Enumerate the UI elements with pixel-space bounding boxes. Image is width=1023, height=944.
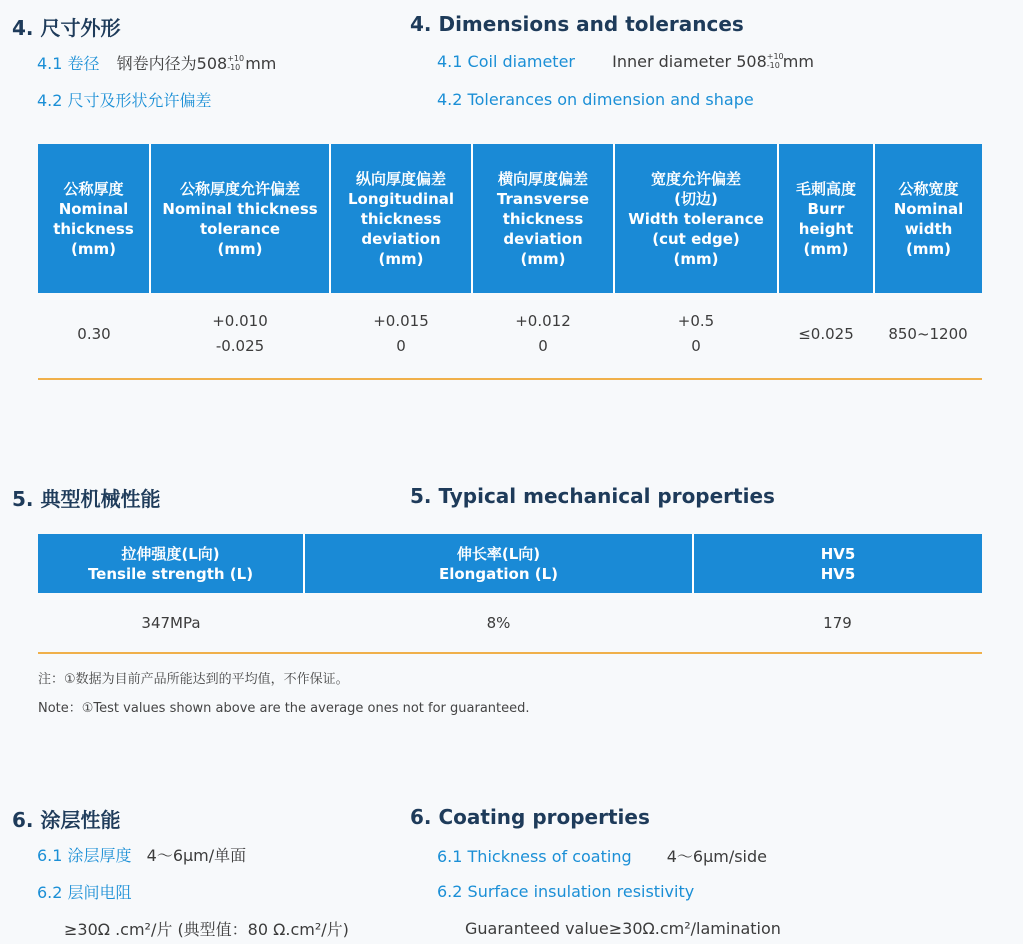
section-6-cn-title: 6. 涂层性能 — [12, 808, 121, 832]
dimensions-data-row — [38, 293, 982, 375]
header-transverse-deviation: 横向厚度偏差 Transverse thickness deviation (mm) — [472, 144, 614, 293]
cn-coil-diameter-label: 4.1 卷径 — [37, 54, 100, 73]
header-longitudinal-deviation: 纵向厚度偏差 Longitudinal thickness deviation (mm) — [330, 144, 472, 293]
dimensions-header-row — [38, 144, 982, 293]
cn-coil-diameter-row — [37, 51, 276, 74]
section-5-en-title: 5. Typical mechanical properties — [410, 484, 775, 508]
cn-tolerance-subheading: 4.2 尺寸及形状允许偏差 — [37, 91, 212, 110]
cn-coating-thickness-label: 6.1 涂层厚度 — [37, 846, 132, 865]
cell-burr-height: ≤0.025 — [798, 324, 854, 343]
cn-insulation-value: ≥30Ω .cm²/片 (典型值：80 Ω.cm²/片) — [64, 920, 349, 939]
cell-nominal-width: 850~1200 — [888, 324, 968, 343]
header-elongation: 伸长率(L向) Elongation (L) — [304, 534, 693, 593]
dimensions-table-bottom-rule — [38, 378, 982, 380]
en-coil-diameter-row — [437, 52, 814, 71]
en-coating-thickness-value: 4～6μm/side — [666, 847, 768, 866]
cn-coil-tolerance: +10 -10 — [227, 53, 245, 72]
header-nominal-thickness: 公称厚度 Nominal thickness (mm) — [38, 144, 150, 293]
en-coating-thickness-row — [437, 844, 767, 867]
cell-elongation: 8% — [486, 614, 511, 632]
note-cn: 注：①数据为目前产品所能达到的平均值，不作保证。 — [38, 672, 349, 687]
en-coil-tolerance: +10 -10 — [766, 51, 784, 70]
en-coil-diameter-value: Inner diameter 508 — [612, 52, 767, 71]
en-tolerance-subheading: 4.2 Tolerances on dimension and shape — [437, 90, 754, 109]
section-4-cn-title: 4. 尺寸外形 — [12, 16, 121, 40]
cn-coating-thickness-row — [37, 843, 246, 866]
en-coil-diameter-label: 4.1 Coil diameter — [437, 52, 575, 71]
section-6-en-title: 6. Coating properties — [410, 805, 650, 829]
section-5-cn-title: 5. 典型机械性能 — [12, 487, 161, 511]
en-coil-unit: mm — [782, 52, 814, 71]
cell-tensile-strength: 347MPa — [141, 614, 201, 632]
cell-thickness-tolerance: +0.010 -0.025 — [212, 312, 268, 355]
header-nominal-thickness-tolerance: 公称厚度允许偏差 Nominal thickness tolerance (mm) — [150, 144, 330, 293]
mechanical-table — [38, 534, 982, 653]
mechanical-data-row — [38, 593, 982, 653]
en-insulation-label: 6.2 Surface insulation resistivity — [437, 882, 695, 901]
header-hv5: HV5 HV5 — [693, 534, 982, 593]
cn-coating-thickness-value: 4～6μm/单面 — [146, 846, 247, 865]
header-burr-height: 毛刺高度 Burr height (mm) — [778, 144, 874, 293]
cell-transverse-deviation: +0.012 0 — [515, 312, 571, 355]
cn-coil-diameter-value: 钢卷内径为508 — [116, 54, 228, 73]
cell-longitudinal-deviation: +0.015 0 — [373, 312, 429, 355]
cell-nominal-thickness: 0.30 — [77, 324, 111, 343]
note-en: Note：①Test values shown above are the average ones not for guaranteed. — [38, 701, 530, 716]
cell-hv5: 179 — [823, 614, 852, 632]
section-4-en-title: 4. Dimensions and tolerances — [410, 12, 744, 36]
en-coating-thickness-label: 6.1 Thickness of coating — [437, 847, 632, 866]
dimensions-table — [38, 144, 982, 375]
header-nominal-width: 公称宽度 Nominal width (mm) — [874, 144, 982, 293]
cell-width-tolerance: +0.5 0 — [677, 312, 715, 355]
cn-coil-unit: mm — [245, 54, 277, 73]
mechanical-header-row — [38, 534, 982, 593]
mechanical-table-bottom-rule — [38, 652, 982, 654]
cn-insulation-label: 6.2 层间电阻 — [37, 883, 132, 902]
en-insulation-value: Guaranteed value≥30Ω.cm²/lamination — [465, 919, 781, 938]
header-tensile-strength: 拉伸强度(L向) Tensile strength (L) — [38, 534, 304, 593]
header-width-tolerance: 宽度允许偏差 (切边) Width tolerance (cut edge) (mm) — [614, 144, 778, 293]
